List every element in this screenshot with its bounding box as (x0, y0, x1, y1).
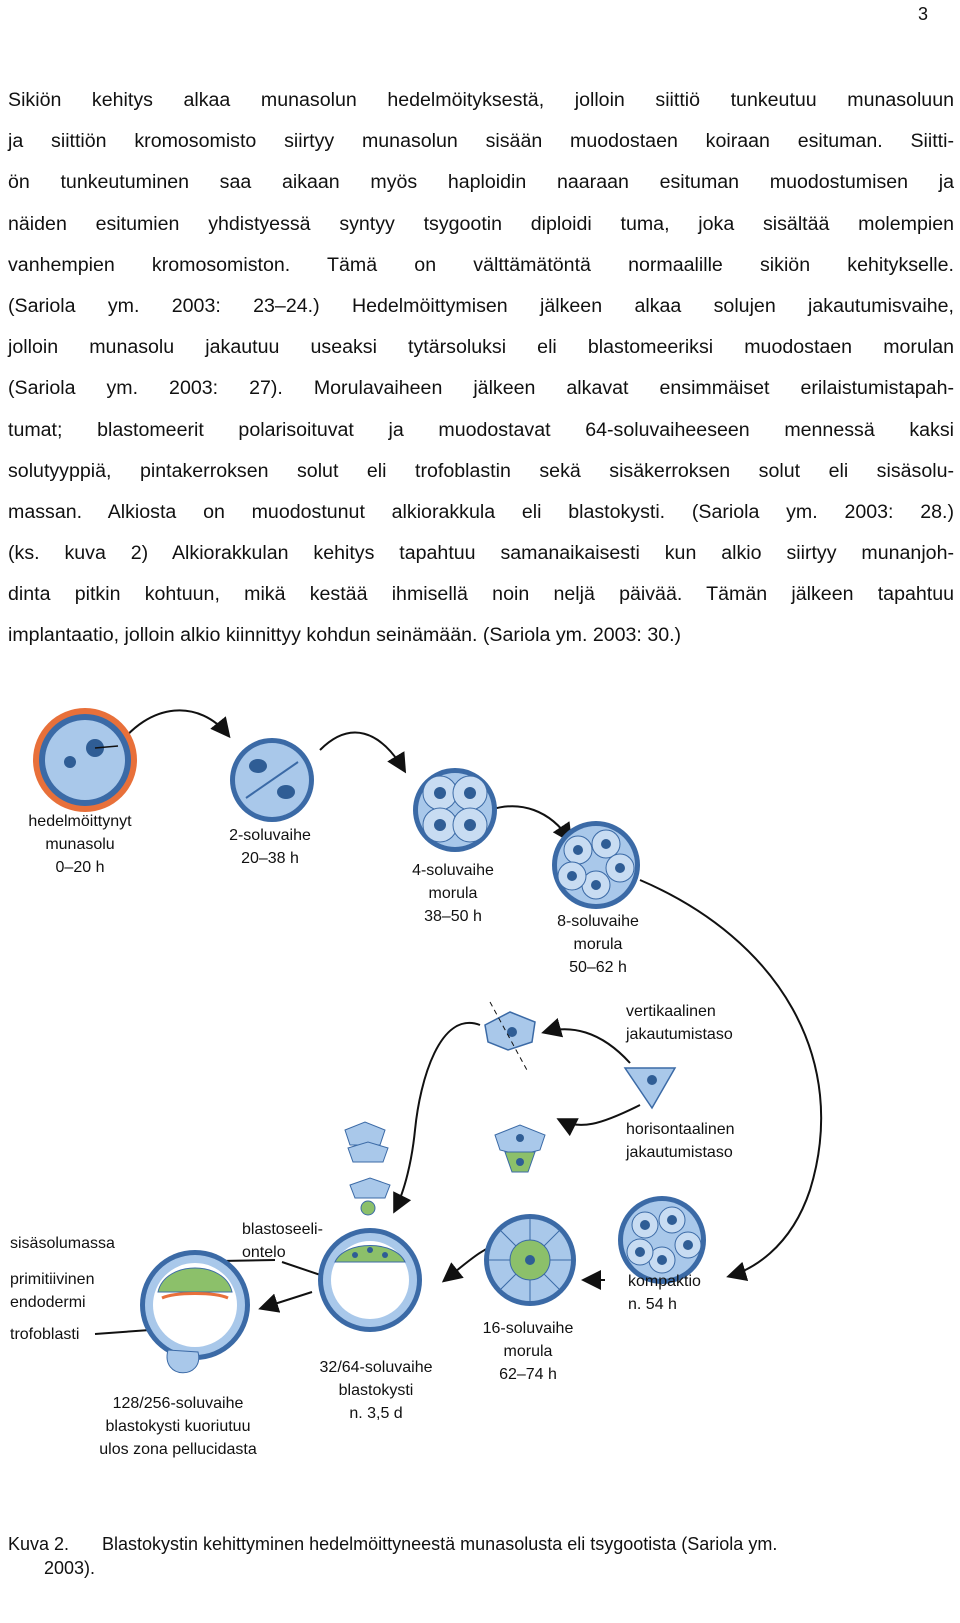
text-line: Sikiön kehitys alkaa munasolun hedelmöityksestä, jolloin siittiö tunkeutuu munasoluun (8, 89, 954, 111)
pronucleus (64, 756, 76, 768)
label-blastocyst: 32/64-soluvaihe blastokysti n. 3,5 d (319, 1359, 433, 1422)
label-compaction: kompaktio n. 54 h (628, 1273, 701, 1313)
text-line: (Sariola ym. 2003: 27). Morulavaiheen jälkeen alkavat ensimmäiset erilaistumistapah- (8, 377, 954, 400)
label-fertilized: hedelmöittynyt munasolu 0–20 h (28, 813, 132, 876)
label-two-cell: 2-soluvaihe 20–38 h (229, 827, 311, 867)
arrow-blastocyst-to-hatching (262, 1292, 312, 1308)
text-line: ön tunkeutuminen saa aikaan myös haploidin naaraan esituman muodostumisen ja (8, 171, 954, 194)
caption-number: Kuva 2. (8, 1534, 70, 1554)
page-number: 3 (917, 4, 928, 24)
arrow-vertical-division (395, 1023, 480, 1210)
polar-cell (625, 1068, 675, 1108)
hatching-blastocyst (140, 1250, 250, 1373)
four-cell-embryo (413, 768, 497, 852)
divided-cells-left (345, 1122, 390, 1215)
label-horizontal-plane: horisontaalinen jakautumistaso (626, 1121, 735, 1161)
label-inner-cell-mass: sisäsolumassa (10, 1235, 115, 1252)
text-line: (Sariola ym. 2003: 23–24.) Hedelmöittymisen jälkeen alkaa solujen jakautumisvaihe, (8, 294, 954, 317)
arrow-4cell-to-8cell (490, 806, 570, 840)
text-line: implantaatio, jolloin alkio kiinnittyy kohdun seinämään. (Sariola ym. 2003: 30.) (8, 624, 682, 647)
text-line: vanhempien kromosomiston. Tämä on välttämätöntä normaalille sikiön kehitykselle. (8, 253, 954, 276)
label-blastocoel: blastoseeli-ontelo (242, 1221, 323, 1261)
caption-continuation: 2003). (44, 1558, 96, 1578)
label-trophoblast: trofoblasti (10, 1326, 80, 1343)
caption-text: Blastokystin kehittyminen hedelmöittyneestä munasolusta eli tsygootista (Sariola ym. (102, 1534, 778, 1554)
blastocyst (318, 1228, 422, 1332)
label-four-cell: 4-soluvaihe morula 38–50 h (412, 862, 494, 925)
text-line: (ks. kuva 2) Alkiorakkulan kehitys tapahtuu samanaikaisesti kun alkio siirtyy munanjoh- (8, 542, 954, 565)
eight-cell-embryo (552, 821, 640, 909)
text-line: näiden esitumien yhdistyessä syntyy tsygootin diploidi tuma, joka sisältää molempien (8, 212, 954, 235)
figure-caption (8, 1532, 954, 1580)
pointer-trophoblast (95, 1330, 150, 1334)
label-primitive-endoderm: primitiivinen endodermi (10, 1271, 95, 1311)
text-line: tumat; blastomeerit polarisoituvat ja muodostavat 64-soluvaiheeseen mennessä kaksi (8, 418, 954, 441)
horizontal-division-cells (495, 1125, 545, 1172)
arrow-2cell-to-4cell (320, 733, 404, 770)
sixteen-cell-morula (484, 1214, 576, 1306)
text-line: solutyyppiä, pintakerroksen solut eli trofoblastin sekä sisäkerroksen solut eli sisäsolu- (8, 459, 954, 482)
label-vertical-plane: vertikaalinen jakautumistaso (626, 1003, 733, 1043)
label-hatching: 128/256-soluvaihe blastokysti kuoriutuu ulos zona pellucidasta (99, 1395, 257, 1458)
body-paragraph (8, 80, 954, 657)
text-line: dinta pitkin kohtuun, mikä kestää ihmisellä noin neljä päivää. Tämän jälkeen tapahtuu (8, 583, 954, 606)
text-line: jolloin munasolu jakautuu useaksi tytärsoluksi eli blastomeeriksi muodostaen morulan (8, 336, 954, 359)
fertilized-egg (33, 708, 137, 812)
text-line: ja siittiön kromosomisto siirtyy munasolun sisään muodostaen koiraan esituman. Siitti- (8, 130, 954, 153)
compaction-embryo (618, 1196, 706, 1284)
text-line: massan. Alkiosta on muodostunut alkiorakkula eli blastokysti. (Sariola ym. 2003: 28.) (8, 500, 954, 523)
label-sixteen-cell: 16-soluvaihe morula 62–74 h (482, 1320, 574, 1383)
arrow-vertical-plane (545, 1029, 630, 1063)
label-eight-cell: 8-soluvaihe morula 50–62 h (557, 913, 639, 976)
two-cell-embryo (230, 738, 314, 822)
embryo-development-figure (0, 680, 960, 1520)
vertical-division-cells (485, 1002, 535, 1072)
